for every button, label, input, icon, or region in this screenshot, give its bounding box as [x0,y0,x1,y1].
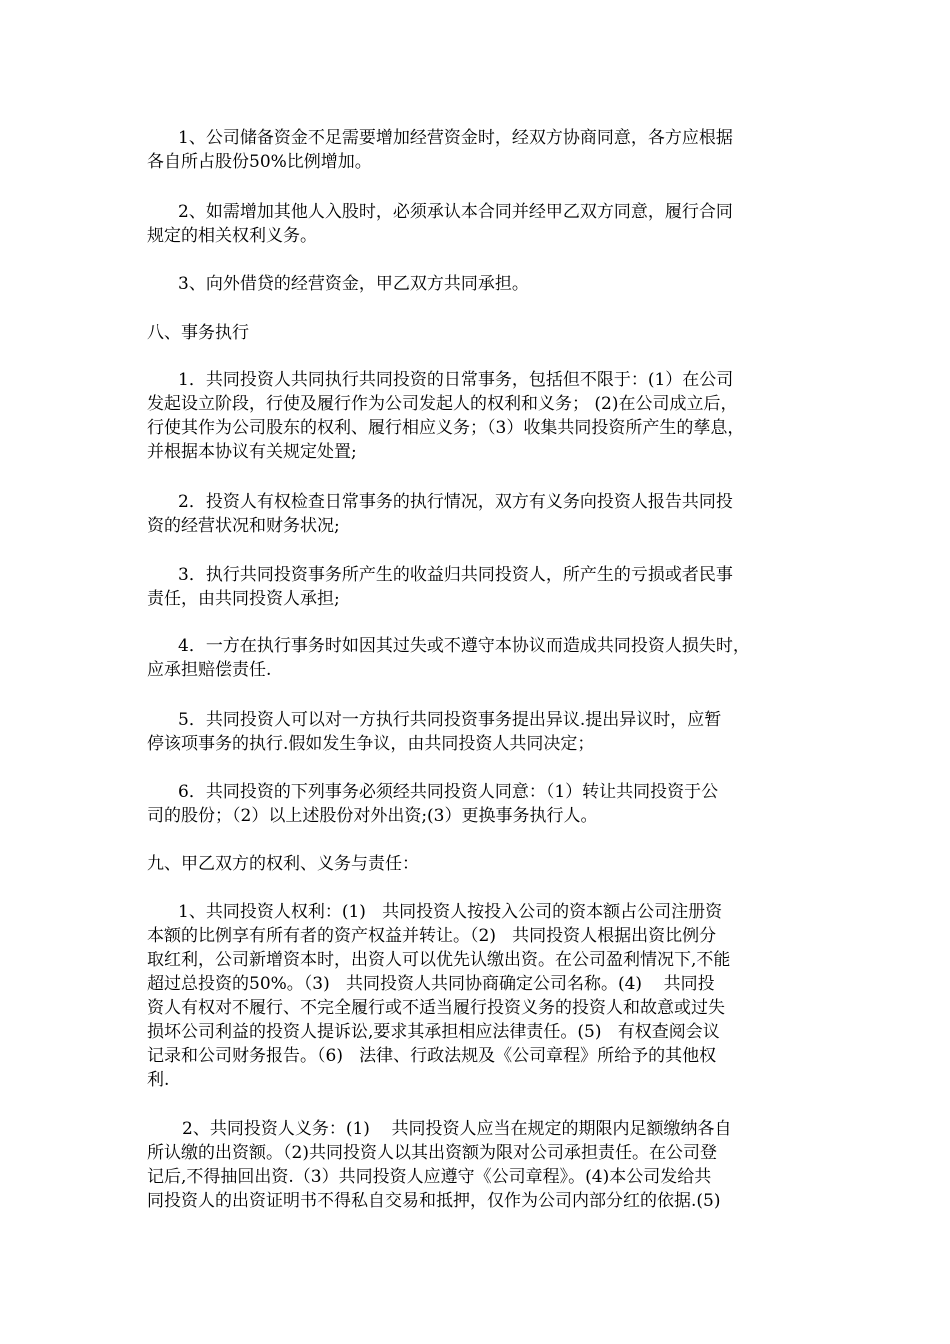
paragraph-11-line-3: 记后,不得抽回出资.（3）共同投资人应遵守《公司章程》。(4)本公司发给共 [147,1167,712,1187]
paragraph-10-line-7: 记录和公司财务报告。（6) 法律、行政法规及《公司章程》所给予的其他权 [147,1046,717,1066]
paragraph-10-line-1: 1、共同投资人权利：(1) 共同投资人按投入公司的资本额占公司注册资 [178,902,723,922]
paragraph-10-line-8: 利. [147,1070,170,1090]
paragraph-3-line-1: 3、向外借贷的经营资金，甲乙双方共同承担。 [178,274,529,294]
paragraph-5-line-2: 资的经营状况和财务状况; [147,516,340,536]
paragraph-5-line-1: 2．投资人有权检查日常事务的执行情况，双方有义务向投资人报告共同投 [178,492,733,512]
paragraph-1-line-2: 各自所占股份50%比例增加。 [147,152,372,172]
paragraph-10-line-4: 超过总投资的50%。（3) 共同投资人共同协商确定公司名称。(4) 共同投 [147,974,715,994]
paragraph-4-line-4: 并根据本协议有关规定处置; [147,442,357,462]
paragraph-7-line-2: 应承担赔偿责任. [147,660,272,680]
paragraph-9-line-1: 6．共同投资的下列事务必须经共同投资人同意：（1）转让共同投资于公 [178,782,719,802]
paragraph-2-line-2: 规定的相关权利义务。 [147,226,317,246]
paragraph-10-line-5: 资人有权对不履行、不完全履行或不适当履行投资义务的投资人和故意或过失 [147,998,725,1018]
paragraph-4-line-2: 发起设立阶段，行使及履行作为公司发起人的权利和义务； (2)在公司成立后， [147,394,738,414]
paragraph-11-line-1: 2、共同投资人义务：(1) 共同投资人应当在规定的期限内足额缴纳各自 [182,1119,732,1139]
paragraph-7-line-1: 4．一方在执行事务时如因其过失或不遵守本协议而造成共同投资人损失时， [178,636,750,656]
paragraph-6-line-1: 3．执行共同投资事务所产生的收益归共同投资人，所产生的亏损或者民事 [178,565,733,585]
paragraph-4-line-3: 行使其作为公司股东的权利、履行相应义务；（3）收集共同投资所产生的孳息， [147,418,745,438]
paragraph-9-line-2: 司的股份；（2）以上述股份对外出资;(3）更换事务执行人。 [147,806,598,826]
section-heading-8: 八、事务执行 [147,323,249,343]
section-heading-9: 九、甲乙双方的权利、义务与责任： [147,854,419,874]
paragraph-10-line-6: 损坏公司利益的投资人提诉讼,要求其承担相应法律责任。(5) 有权查阅会议 [147,1022,720,1042]
paragraph-2-line-1: 2、如需增加其他人入股时，必须承认本合同并经甲乙双方同意，履行合同 [178,202,733,222]
paragraph-8-line-1: 5．共同投资人可以对一方执行共同投资事务提出异议.提出异议时，应暂 [178,710,722,730]
paragraph-10-line-3: 取红利，公司新增资本时，出资人可以优先认缴出资。在公司盈利情况下,不能 [147,950,731,970]
paragraph-6-line-2: 责任，由共同投资人承担; [147,589,340,609]
paragraph-8-line-2: 停该项事务的执行.假如发生争议，由共同投资人共同决定； [147,734,595,754]
paragraph-4-line-1: 1．共同投资人共同执行共同投资的日常事务，包括但不限于：(1）在公司 [178,370,734,390]
paragraph-11-line-2: 所认缴的出资额。（2)共同投资人以其出资额为限对公司承担责任。在公司登 [147,1143,717,1163]
paragraph-1-line-1: 1、公司储备资金不足需要增加经营资金时，经双方协商同意，各方应根据 [178,128,733,148]
paragraph-11-line-4: 同投资人的出资证明书不得私自交易和抵押，仅作为公司内部分红的依据.(5) [147,1191,721,1211]
paragraph-10-line-2: 本额的比例享有所有者的资产权益并转让。（2) 共同投资人根据出资比例分 [147,926,717,946]
